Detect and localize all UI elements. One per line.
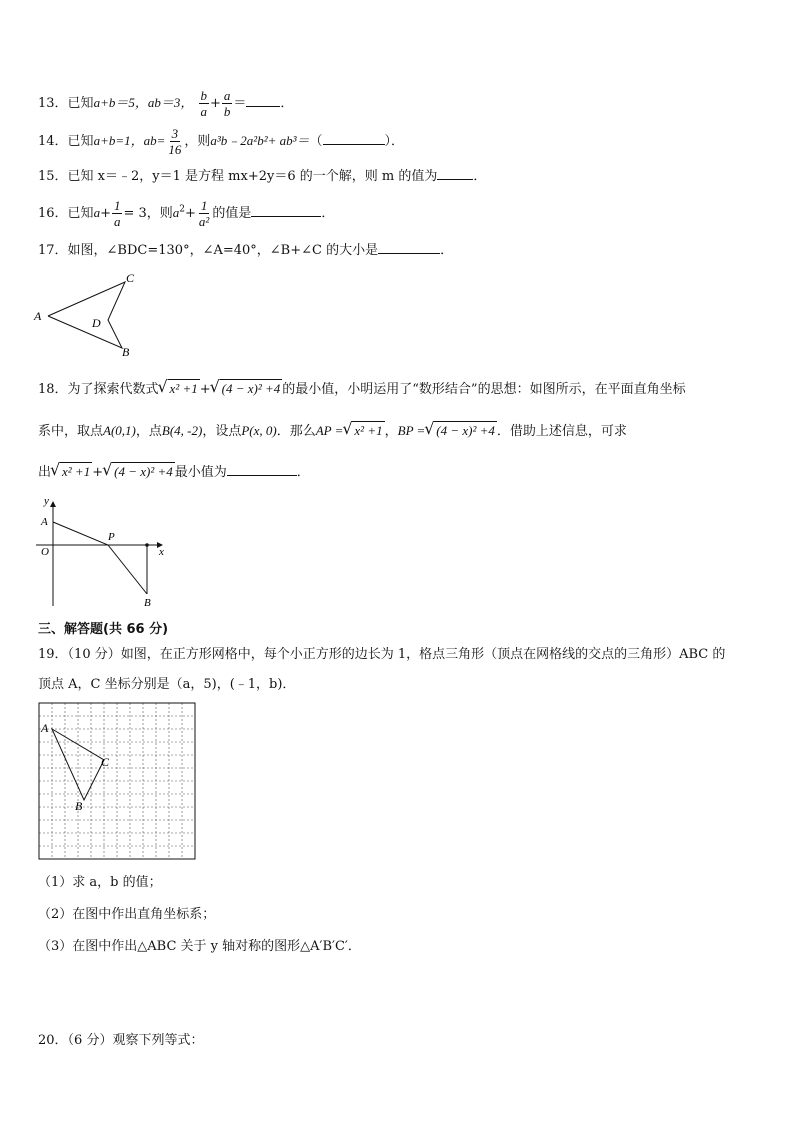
q18-ap: AP = — [315, 423, 344, 438]
q13-frac2-num: a — [223, 88, 231, 103]
q13-equals: ＝ — [233, 96, 247, 111]
question-18-line-3 — [38, 462, 310, 482]
q17-label-a: A — [34, 309, 42, 323]
question-15 — [38, 166, 486, 186]
q17-label-c: C — [126, 271, 135, 285]
q16-frac2-den: a² — [198, 214, 210, 229]
q13-end: ． — [280, 96, 294, 111]
q18-radicand-1: x² +1 — [169, 381, 198, 396]
q16-text-3: 的值是 — [212, 206, 252, 221]
q18-label-a: A — [41, 516, 48, 528]
q16-end: ． — [321, 206, 335, 221]
question-14 — [38, 126, 404, 157]
q18-label-x: x — [159, 546, 164, 558]
q13-number: 13． — [38, 96, 68, 111]
q14-condition-2: ab= — [143, 133, 166, 148]
q18-coordinate-figure — [34, 494, 174, 612]
q18-radicand-2: (4 − x)² +4 — [221, 381, 281, 396]
q16-frac2-num: 1 — [200, 198, 208, 213]
q14-condition-1: a+b=1， — [93, 133, 144, 148]
q18-text-1b: 的最小值，小明运用了“数形结合”的思想：如图所示，在平面直角坐标 — [282, 382, 686, 397]
question-17 — [38, 240, 453, 260]
q17-figure — [30, 268, 150, 362]
q18-point-marker — [145, 543, 149, 547]
q15-text: 15．已知 x＝﹣2，y＝1 是方程 mx+2y＝6 的一个解，则 m 的值为 — [38, 169, 438, 184]
question-16: 16．已知a+ $\frac{1}{a}$ = 3，则$a^2+$ $\frac{1}{\text{a²}}$ 的值是 ． — [38, 198, 335, 229]
q13-frac1-den: a — [200, 104, 207, 119]
q19-line-1: 19．（10 分）如图，在正方形网格中，每个小正方形的边长为 1，格点三角形（顶点在网格线的交点的三角形）ABC 的 — [38, 647, 726, 662]
q18-text-1: 18．为了探索代数式 — [38, 382, 159, 397]
q18-point-p: P(x, 0) — [241, 423, 277, 438]
q16-var-a: a — [93, 205, 101, 220]
q18-text-3a: 出 — [38, 465, 52, 480]
q18-radicand-3: x² +1 — [62, 464, 91, 479]
question-18-line-2 — [38, 422, 627, 441]
q19-part-1: （1）求 a，b 的值； — [38, 875, 162, 890]
q17-text: 17．如图，∠BDC=130°，∠A=40°，∠B+∠C 的大小是 — [38, 243, 379, 258]
q18-ap-radicand: x² +1 — [354, 423, 383, 438]
q18-text-2d: ．那么 — [276, 424, 316, 439]
q15-end: ． — [473, 169, 487, 184]
q18-text-3b: 最小值为 — [174, 465, 227, 480]
q17-answer-blank[interactable] — [378, 240, 440, 254]
q17-quadrilateral — [48, 282, 125, 348]
q17-end: ． — [440, 243, 454, 258]
q16-frac1-num: 1 — [113, 198, 121, 213]
q20-text: 20．（6 分）观察下列等式： — [38, 1033, 204, 1048]
q14-text: 已知 — [67, 134, 94, 149]
q17-label-b: B — [122, 345, 130, 359]
q18-sqrt-4 — [103, 463, 175, 482]
q16-number: 16． — [38, 206, 68, 221]
q19-label-b: B — [75, 799, 83, 813]
q18-plus: + — [199, 382, 211, 397]
q18-end: ． — [296, 465, 310, 480]
q19-part-3: （3）在图中作出△ABC 关于 y 轴对称的图形△A′B′C′． — [38, 939, 361, 954]
q18-sqrt-3 — [51, 463, 92, 482]
q18-ap-sqrt — [343, 422, 384, 441]
q18-bp: BP = — [397, 423, 426, 438]
question-13 — [38, 88, 293, 119]
q14-paren-close: ）． — [384, 134, 405, 149]
q18-plus-2: + — [92, 465, 104, 480]
q18-text-2b: ，点 — [135, 424, 162, 439]
q18-label-p: P — [108, 531, 115, 543]
q18-bp-radicand: (4 − x)² +4 — [436, 423, 495, 438]
question-18-line-1 — [38, 380, 686, 399]
q18-text-2c: ，设点 — [202, 424, 242, 439]
q14-expression: a³b﹣2a²b²+ ab³＝ — [210, 133, 310, 148]
q14-answer-blank[interactable] — [323, 131, 385, 145]
q18-path-apb — [53, 522, 147, 594]
section-3-title: 三、解答题(共 66 分) — [38, 622, 169, 637]
q16-fraction-2 — [197, 198, 211, 229]
q18-text-2f: ．借助上述信息，可求 — [496, 424, 627, 439]
q19-label-c: C — [101, 755, 110, 769]
q19-label-a: A — [41, 721, 49, 735]
q13-answer-blank[interactable] — [246, 93, 280, 107]
q14-frac-num: 3 — [171, 126, 179, 141]
q18-text-2e: ， — [384, 424, 398, 439]
q18-radicand-4: (4 − x)² +4 — [114, 464, 173, 479]
q17-label-d: D — [92, 316, 101, 330]
q19-grid-figure — [38, 702, 198, 862]
q13-fraction-1 — [199, 88, 210, 119]
q14-number: 14． — [38, 134, 68, 149]
q16-fraction-1 — [112, 198, 123, 229]
q16-text: 已知 — [67, 206, 94, 221]
q18-point-b: B(4, -2) — [161, 423, 203, 438]
q13-frac2-den: b — [223, 104, 231, 119]
q18-label-o: O — [41, 546, 49, 558]
q15-answer-blank[interactable] — [437, 166, 473, 180]
q18-label-y: y — [44, 495, 49, 507]
q13-condition-1: a+b＝5， — [93, 95, 148, 110]
q16-answer-blank[interactable] — [251, 203, 321, 217]
q13-frac1-num: b — [200, 88, 207, 103]
q14-frac-den: 16 — [168, 142, 182, 157]
q18-answer-blank[interactable] — [227, 462, 297, 476]
q16-var-a2: a — [172, 205, 180, 220]
q14-paren-open: （ — [309, 134, 323, 149]
q13-text: 已知 — [67, 96, 94, 111]
q18-point-a: A(0,1) — [103, 423, 136, 438]
q16-plus-2: + — [185, 206, 196, 221]
q13-fraction-2 — [222, 88, 233, 119]
q16-equals-3: = 3 — [123, 206, 147, 221]
q16-frac1-den: a — [113, 214, 121, 229]
q18-text-2a: 系中，取点 — [38, 424, 104, 439]
q18-sqrt-2 — [211, 380, 283, 399]
q19-line-2: 顶点 A，C 坐标分别是（a，5)，(﹣1，b)． — [38, 677, 296, 692]
q16-text-2: ，则 — [146, 206, 173, 221]
q19-grid-lines — [39, 703, 195, 859]
q18-sqrt-1 — [159, 380, 200, 399]
q14-text-2: ，则 — [184, 134, 211, 149]
q16-plus: + — [100, 206, 111, 221]
q18-label-b: B — [144, 597, 151, 609]
q13-plus: + — [210, 96, 221, 111]
q19-part-2: （2）在图中作出直角坐标系； — [38, 907, 216, 922]
q18-bp-sqrt — [425, 422, 497, 441]
q13-condition-2: ab＝3， — [147, 95, 194, 110]
q14-fraction — [166, 126, 183, 157]
